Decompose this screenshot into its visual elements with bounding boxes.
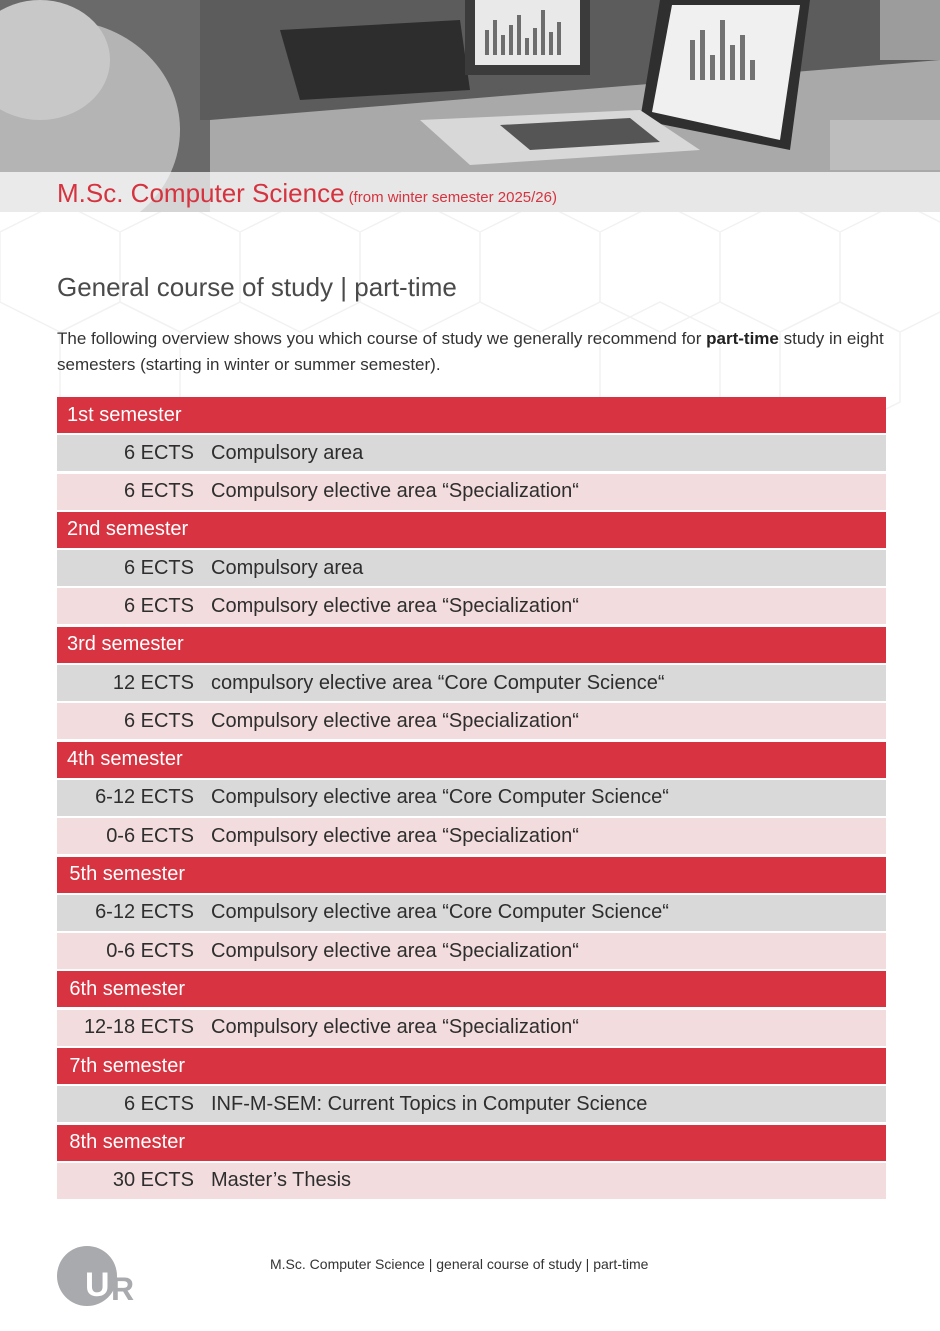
intro-paragraph	[57, 326, 887, 378]
course-row	[57, 1010, 886, 1046]
semester-header	[57, 857, 886, 893]
page-heading: General course of study | part-time	[57, 272, 457, 302]
program-title-subtitle: (from winter semester 2025/26)	[348, 189, 557, 206]
logo-text-r: R	[111, 1271, 135, 1307]
ects-value: 6 ECTS	[123, 709, 194, 732]
semester-header	[57, 397, 886, 433]
ects-value: 6 ECTS	[123, 594, 194, 617]
semester-header	[57, 627, 886, 663]
course-name: Compulsory elective area “Core Computer Science“	[211, 901, 669, 924]
course-name: Compulsory elective area “Specialization“	[211, 824, 579, 847]
footer-text: M.Sc. Computer Science | general course of study | part-time	[270, 1256, 649, 1272]
ects-value: 12 ECTS	[112, 671, 194, 694]
course-row	[57, 895, 886, 931]
course-name: INF-M-SEM: Current Topics in Computer Science	[211, 1092, 648, 1115]
university-logo	[57, 1244, 139, 1308]
semester-header	[57, 971, 886, 1007]
ects-value: 6-12 ECTS	[95, 901, 194, 924]
semester-label: 1st semester	[67, 403, 182, 426]
ects-value: 12-18 ECTS	[83, 1016, 194, 1039]
semester-label: 6th semester	[69, 977, 185, 1000]
program-title-main: M.Sc. Computer Science	[57, 178, 345, 208]
ects-value: 0-6 ECTS	[106, 824, 194, 847]
semester-label: 7th semester	[69, 1054, 185, 1077]
ects-value: 6 ECTS	[123, 1092, 194, 1115]
course-name: compulsory elective area “Core Computer Science“	[211, 671, 665, 694]
course-name: Compulsory area	[211, 556, 364, 579]
semester-label: 8th semester	[69, 1131, 185, 1154]
semester-label: 2nd semester	[67, 518, 189, 541]
course-row	[57, 550, 886, 586]
ects-value: 0-6 ECTS	[106, 939, 194, 962]
course-name: Compulsory area	[211, 441, 364, 464]
course-name: Compulsory elective area “Core Computer Science“	[211, 786, 669, 809]
ects-value: 6 ECTS	[123, 556, 194, 579]
course-name: Compulsory elective area “Specialization“	[211, 1016, 579, 1039]
semester-label: 5th semester	[69, 863, 185, 886]
ects-value: 6-12 ECTS	[95, 786, 194, 809]
semester-header	[57, 512, 886, 548]
course-name: Compulsory elective area “Specialization“	[211, 939, 579, 962]
course-name: Compulsory elective area “Specialization“	[211, 709, 579, 732]
intro-text-after: study in eight semesters (starting in winter or summer semester).	[57, 329, 884, 374]
course-row	[57, 1086, 886, 1122]
intro-text-bold: part-time	[706, 329, 779, 348]
course-row	[57, 780, 886, 816]
logo-text-u: U	[85, 1266, 110, 1304]
course-row	[57, 435, 886, 471]
course-name: Master’s Thesis	[211, 1169, 352, 1192]
course-name: Compulsory elective area “Specialization“	[211, 594, 579, 617]
program-title	[57, 178, 557, 209]
header-photo	[0, 0, 940, 212]
ects-value: 6 ECTS	[123, 480, 194, 503]
ects-value: 30 ECTS	[112, 1169, 194, 1192]
ects-value: 6 ECTS	[123, 441, 194, 464]
course-name: Compulsory elective area “Specialization“	[211, 480, 579, 503]
study-plan-table	[57, 397, 886, 1201]
intro-text-before: The following overview shows you which course of study we generally recommend for	[57, 329, 707, 348]
course-row	[57, 474, 886, 510]
semester-header	[57, 1125, 886, 1161]
course-row	[57, 588, 886, 624]
semester-label: 4th semester	[67, 748, 183, 771]
semester-label: 3rd semester	[67, 633, 184, 656]
course-row	[57, 933, 886, 969]
course-row	[57, 1163, 886, 1199]
semester-header	[57, 1048, 886, 1084]
course-row	[57, 665, 886, 701]
course-row	[57, 703, 886, 739]
course-row	[57, 818, 886, 854]
semester-header	[57, 742, 886, 778]
